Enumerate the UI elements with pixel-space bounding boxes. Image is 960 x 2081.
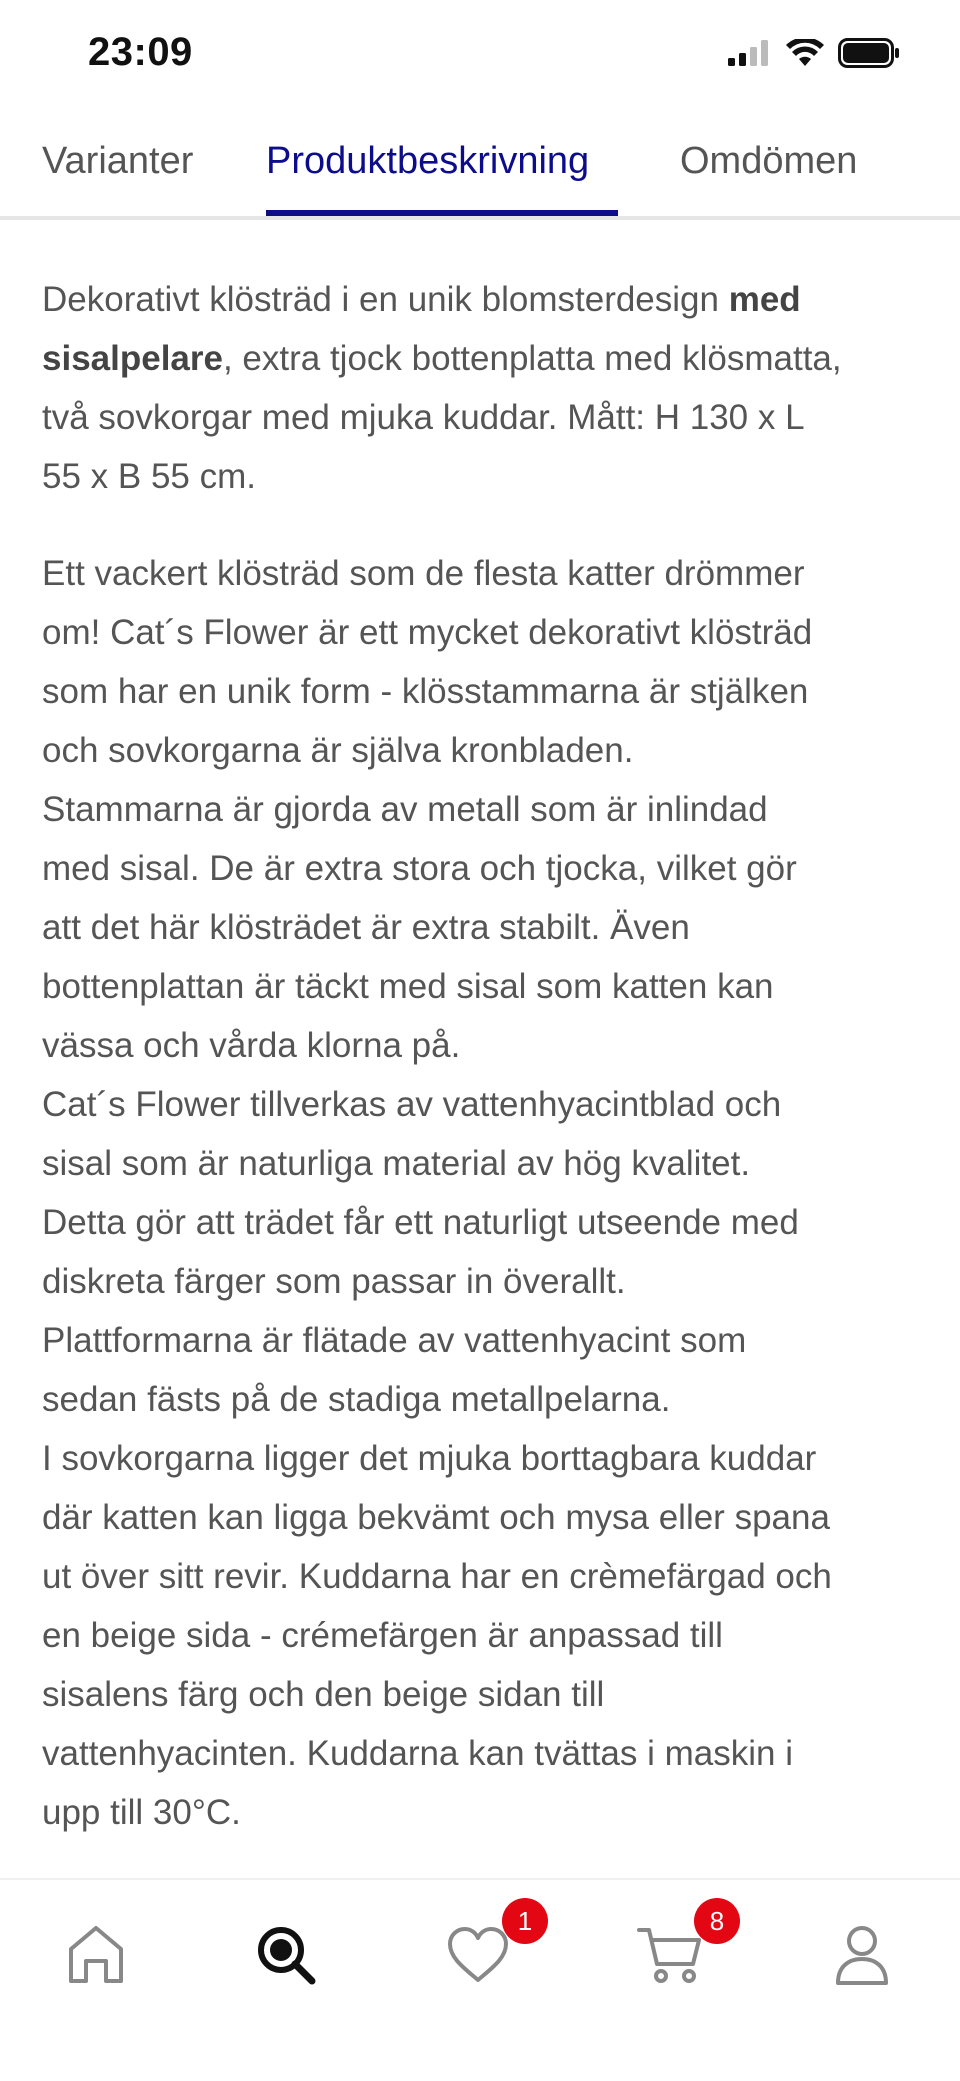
body-line: diskreta färger som passar in överallt. <box>42 1262 626 1301</box>
intro-line-4: 55 x B 55 cm. <box>42 457 256 496</box>
body-line: ut över sitt revir. Kuddarna har en crèmefärgad och <box>42 1557 832 1596</box>
nav-cart[interactable] <box>620 1905 725 2000</box>
body-line: och sovkorgarna är själva kronbladen. <box>42 731 634 770</box>
body-line: sedan fästs på de stadiga metallpelarna. <box>42 1380 671 1419</box>
tab-produktbeskrivning[interactable]: Produktbeskrivning <box>266 140 590 182</box>
description-intro <box>42 270 927 506</box>
body-line: Plattformarna är flätade av vattenhyacint som <box>42 1321 747 1360</box>
intro-text-b: , extra tjock bottenplatta med klösmatta, <box>222 339 842 378</box>
body-line: vässa och vårda klorna på. <box>42 1026 461 1065</box>
body-line: med sisal. De är extra stora och tjocka, vilket gör <box>42 849 797 888</box>
favorites-badge: 1 <box>502 1898 548 1944</box>
battery-icon <box>838 38 900 68</box>
active-tab-indicator <box>266 210 618 216</box>
body-line: Stammarna är gjorda av metall som är inlindad <box>42 790 768 829</box>
nav-home[interactable] <box>46 1910 146 2000</box>
status-time: 23:09 <box>88 30 193 74</box>
body-line: om! Cat´s Flower är ett mycket dekorativt klösträd <box>42 613 813 652</box>
wifi-icon <box>786 39 824 67</box>
tab-bar <box>0 130 960 220</box>
body-line: sisal som är naturliga material av hög kvalitet. <box>42 1144 751 1183</box>
intro-line-1 <box>42 270 927 329</box>
intro-line-2 <box>42 329 927 388</box>
intro-line-3: två sovkorgar med mjuka kuddar. Mått: H 130 x L <box>42 398 805 437</box>
body-line: I sovkorgarna ligger det mjuka borttagbara kuddar <box>42 1439 817 1478</box>
bottom-navigation <box>0 1878 960 2081</box>
body-line: Ett vackert klösträd som de flesta katter drömmer <box>42 554 805 593</box>
signal-icon <box>728 40 772 66</box>
body-line: upp till 30°C. <box>42 1793 241 1832</box>
body-line: vattenhyacinten. Kuddarna kan tvättas i maskin i <box>42 1734 793 1773</box>
body-line: bottenplattan är täckt med sisal som katten kan <box>42 967 774 1006</box>
status-icons <box>728 38 900 68</box>
search-icon <box>254 1923 318 1987</box>
intro-bold-a: med <box>728 280 801 319</box>
profile-icon <box>834 1923 890 1987</box>
body-line: att det här klösträdet är extra stabilt. Även <box>42 908 690 947</box>
tab-varianter[interactable]: Varianter <box>42 140 194 182</box>
intro-text-a: Dekorativt klösträd i en unik blomsterdesign <box>42 280 719 319</box>
body-line: Cat´s Flower tillverkas av vattenhyacintblad och <box>42 1085 782 1124</box>
nav-favorites[interactable] <box>428 1905 533 2000</box>
body-line: en beige sida - crémefärgen är anpassad till <box>42 1616 723 1655</box>
body-line: Detta gör att trädet får ett naturligt utseende med <box>42 1203 799 1242</box>
body-line: som har en unik form - klösstammarna är stjälken <box>42 672 809 711</box>
heart-icon <box>446 1926 510 1984</box>
status-bar <box>0 0 960 110</box>
cart-badge: 8 <box>694 1898 740 1944</box>
description-body <box>42 544 927 1842</box>
nav-profile[interactable] <box>812 1910 912 2000</box>
body-line: där katten kan ligga bekvämt och mysa eller spana <box>42 1498 830 1537</box>
cart-icon <box>637 1924 703 1986</box>
product-description <box>42 270 927 1842</box>
tab-omdomen[interactable]: Omdömen <box>680 140 858 182</box>
home-icon <box>66 1923 126 1987</box>
nav-search[interactable] <box>236 1910 336 2000</box>
body-line: sisalens färg och den beige sidan till <box>42 1675 605 1714</box>
intro-bold-b: sisalpelare <box>42 339 223 378</box>
